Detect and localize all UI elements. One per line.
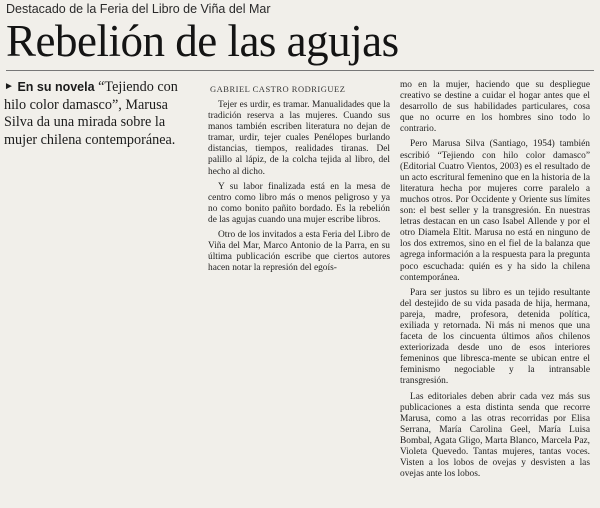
lead-label: En su novela: [17, 80, 95, 94]
body-paragraph: Y su labor finalizada está en la mesa de centro como libro más o menos peligroso y ya no como bonito pañito bordado. Es la rebelión de las agujas cuando una mujer escribe libros.: [208, 181, 390, 225]
section-kicker: Destacado de la Feria del Libro de Viña del Mar: [6, 2, 271, 16]
body-paragraph: Las editoriales deben abrir cada vez más sus publicaciones a esta distinta senda que recorre Marusa, como a las otras recorridas por Elisa Serrana, María Carolina Geel, María Luisa Bombal, Agata Gligo, Marta Blanco, Marcela Paz, Violeta Quevedo. Tantas mujeres, tantas voces. Visten a los lobos de ovejas y desvisten a las ovejas ante los lobos.: [400, 391, 590, 480]
body-column-2: [400, 80, 590, 505]
body-column-1: [208, 100, 390, 310]
lead-text: “Tejiendo con hilo color damasco”, Marusa Silva da una mirada sobre la mujer chilena contemporánea.: [4, 79, 178, 148]
body-paragraph: Para ser justos su libro es un tejido resultante del destejido de su vida pasada de hija, hermana, pareja, madre, profesora, detenida política, exiliada y retornada. Ni más ni menos que una faceta de los cincuenta últimos años chilenos exteriorizada desde uno de esos interiores femeninos que libresca-mente se ubican entre el feminismo negociable y la intransable transgresión.: [400, 287, 590, 387]
body-paragraph: Tejer es urdir, es tramar. Manualidades que la tradición reserva a las mujeres. Cuando sus manos también escriben literatura no dejan de tramar, urdir, tejer cuales Penélopes burlando distancias, tiempos, realidades tiranas. Del palillo al lápiz, de la colcha tejida al libro, del hecho al dicho.: [208, 100, 390, 177]
body-paragraph: mo en la mujer, haciendo que su despliegue creativo se destine a cuidar el hogar antes que el desarrollo de sus habilidades particulares, cosa que no ocurre en los hombres sino todo lo contrario.: [400, 80, 590, 135]
byline: GABRIEL CASTRO RODRIGUEZ: [210, 84, 346, 94]
headline: Rebelión de las agujas: [6, 16, 399, 66]
arrow-icon: ►: [4, 81, 14, 92]
body-paragraph: Otro de los invitados a esta Feria del Libro de Viña del Mar, Marco Antonio de la Parra, en su última publicación escribe que ciertos autores hacen notar la represión del egoís-: [208, 230, 390, 274]
lead-paragraph: [4, 78, 194, 149]
body-paragraph: Pero Marusa Silva (Santiago, 1954) también escribió “Tejiendo con hilo color damasco” (Editorial Cuatro Vientos, 2003) es el resultado de un acto escritural femenino que en la historia de la literatura hecha por mujeres corre paralelo a muchos otros. Por Occidente y Oriente sus límites son: el best seller y la transgresión. En nuestras letras destacan en un caso Isabel Allende y por el otro Diamela Eltit. Marusa no está en ninguno de los dos extremos, sino en el fiel de la balanza que agrega información a la respuesta para la pregunta poco escuchada: quién es y ha sido la chilena contemporánea.: [400, 139, 590, 283]
headline-divider: [6, 70, 594, 71]
